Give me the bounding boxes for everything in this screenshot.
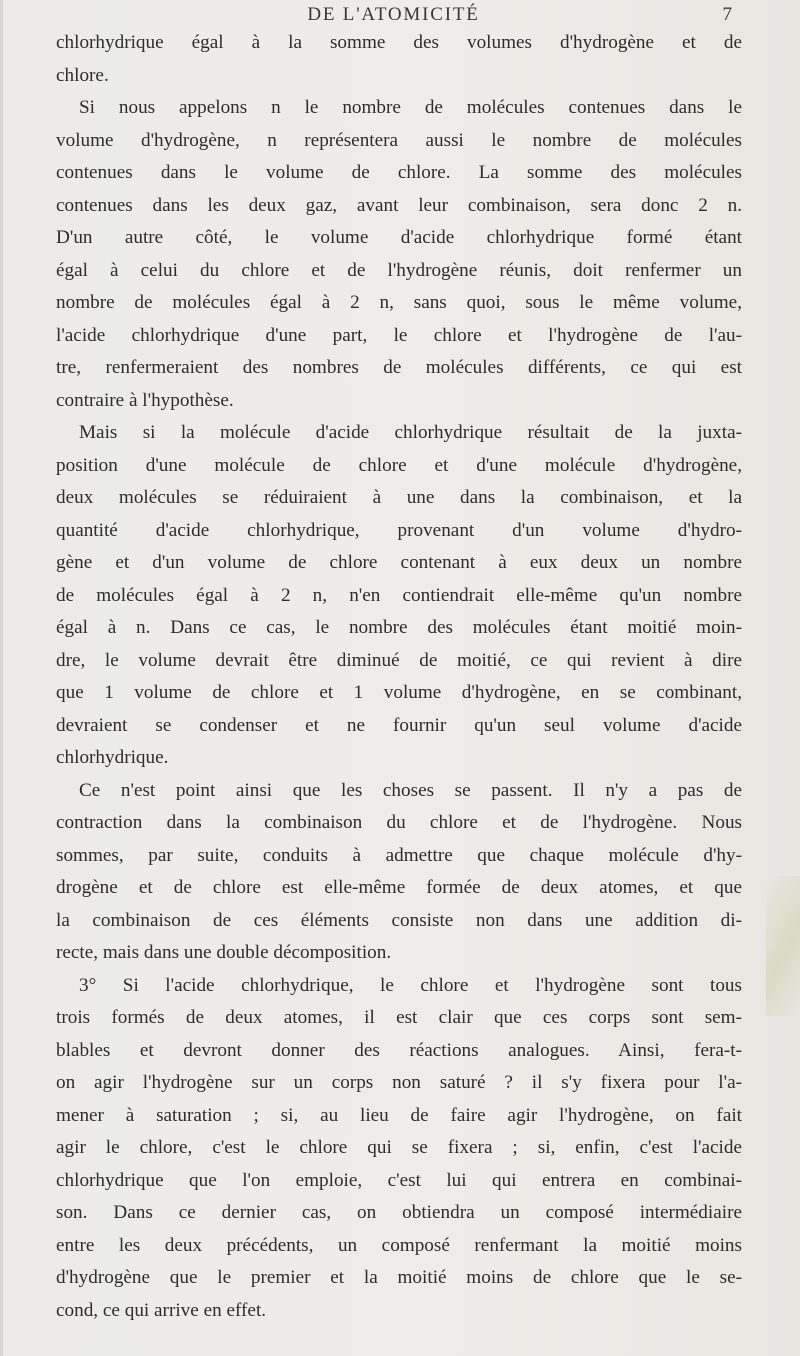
text-line: D'un autre côté, le volume d'acide chlorhydrique formé étant: [56, 227, 742, 248]
text-line: contenues dans le volume de chlore. La somme des molécules: [56, 162, 742, 183]
text-line: chlorhydrique que l'on emploie, c'est lui qui entrera en combinai-: [56, 1169, 742, 1191]
text-line: nombre de molécules égal à 2 n, sans quoi, sous le même volume,: [56, 292, 742, 313]
text-line: 3° Si l'acide chlorhydrique, le chlore et l'hydrogène sont tous: [79, 974, 742, 996]
text-line: d'hydrogène que le premier et la moitié moins de chlore que le se-: [56, 1267, 742, 1288]
text-line: recte, mais dans une double décomposition.: [56, 942, 392, 963]
running-header: [55, 4, 732, 28]
text-line: sommes, par suite, conduits à admettre que chaque molécule d'hy-: [56, 844, 742, 866]
text-line: égal à celui du chlore et de l'hydrogène réunis, doit renfermer un: [56, 259, 742, 281]
text-line: drogène et de chlore est elle-même formée de deux atomes, et que: [56, 877, 742, 898]
text-line: son. Dans ce dernier cas, on obtiendra un composé intermédiaire: [56, 1202, 742, 1223]
text-line: trois formés de deux atomes, il est clair que ces corps sont sem-: [56, 1007, 742, 1028]
text-line: dre, le volume devrait être diminué de moitié, ce qui revient à dire: [56, 649, 742, 671]
text-line: entre les deux précédents, un composé renfermant la moitié moins: [56, 1234, 742, 1256]
text-line: l'acide chlorhydrique d'une part, le chlore et l'hydrogène de l'au-: [56, 324, 742, 346]
text-line: contenues dans les deux gaz, avant leur combinaison, sera donc 2 n.: [56, 194, 742, 216]
page-body: [56, 27, 742, 1327]
text-line: chlorhydrique égal à la somme des volumes d'hydrogène et de: [56, 32, 742, 53]
text-line: la combinaison de ces éléments consiste non dans une addition di-: [56, 909, 742, 931]
text-line: mener à saturation ; si, au lieu de faire agir l'hydrogène, on fait: [56, 1104, 742, 1126]
text-line: deux molécules se réduiraient à une dans la combinaison, et la: [56, 487, 742, 508]
text-line: contraire à l'hypothèse.: [56, 389, 234, 411]
text-line: Mais si la molécule d'acide chlorhydrique résultait de la juxta-: [79, 422, 742, 443]
text-line: position d'une molécule de chlore et d'une molécule d'hydrogène,: [56, 454, 742, 476]
page-edge-shadow: [0, 0, 3, 1356]
text-line: devraient se condenser et ne fournir qu'un seul volume d'acide: [56, 714, 742, 736]
text-line: que 1 volume de chlore et 1 volume d'hydrogène, en se combinant,: [56, 682, 742, 703]
text-line: on agir l'hydrogène sur un corps non saturé ? il s'y fixera pour l'a-: [56, 1072, 742, 1093]
text-line: blables et devront donner des réactions analogues. Ainsi, fera-t-: [56, 1039, 742, 1061]
text-line: contraction dans la combinaison du chlore et de l'hydrogène. Nous: [56, 812, 742, 833]
text-line: volume d'hydrogène, n représentera aussi le nombre de molécules: [56, 129, 742, 151]
page-number: 7: [722, 4, 732, 25]
text-line: agir le chlore, c'est le chlore qui se fixera ; si, enfin, c'est l'acide: [56, 1137, 742, 1158]
text-line: Ce n'est point ainsi que les choses se passent. Il n'y a pas de: [79, 779, 742, 801]
text-line: de molécules égal à 2 n, n'en contiendrait elle-même qu'un nombre: [56, 584, 742, 606]
text-line: égal à n. Dans ce cas, le nombre des molécules étant moitié moin-: [56, 617, 742, 638]
text-line: Si nous appelons n le nombre de molécules contenues dans le: [79, 97, 742, 118]
text-line: quantité d'acide chlorhydrique, provenant d'un volume d'hydro-: [56, 519, 742, 541]
text-line: chlore.: [56, 64, 109, 86]
running-title: DE L'ATOMICITÉ: [307, 4, 480, 25]
text-line: chlorhydrique.: [56, 747, 169, 768]
text-line: gène et d'un volume de chlore contenant à eux deux un nombre: [56, 552, 742, 573]
text-line: tre, renfermeraient des nombres de molécules différents, ce qui est: [56, 357, 742, 378]
paper-stain: [766, 876, 800, 1016]
text-line: cond, ce qui arrive en effet.: [56, 1299, 267, 1321]
